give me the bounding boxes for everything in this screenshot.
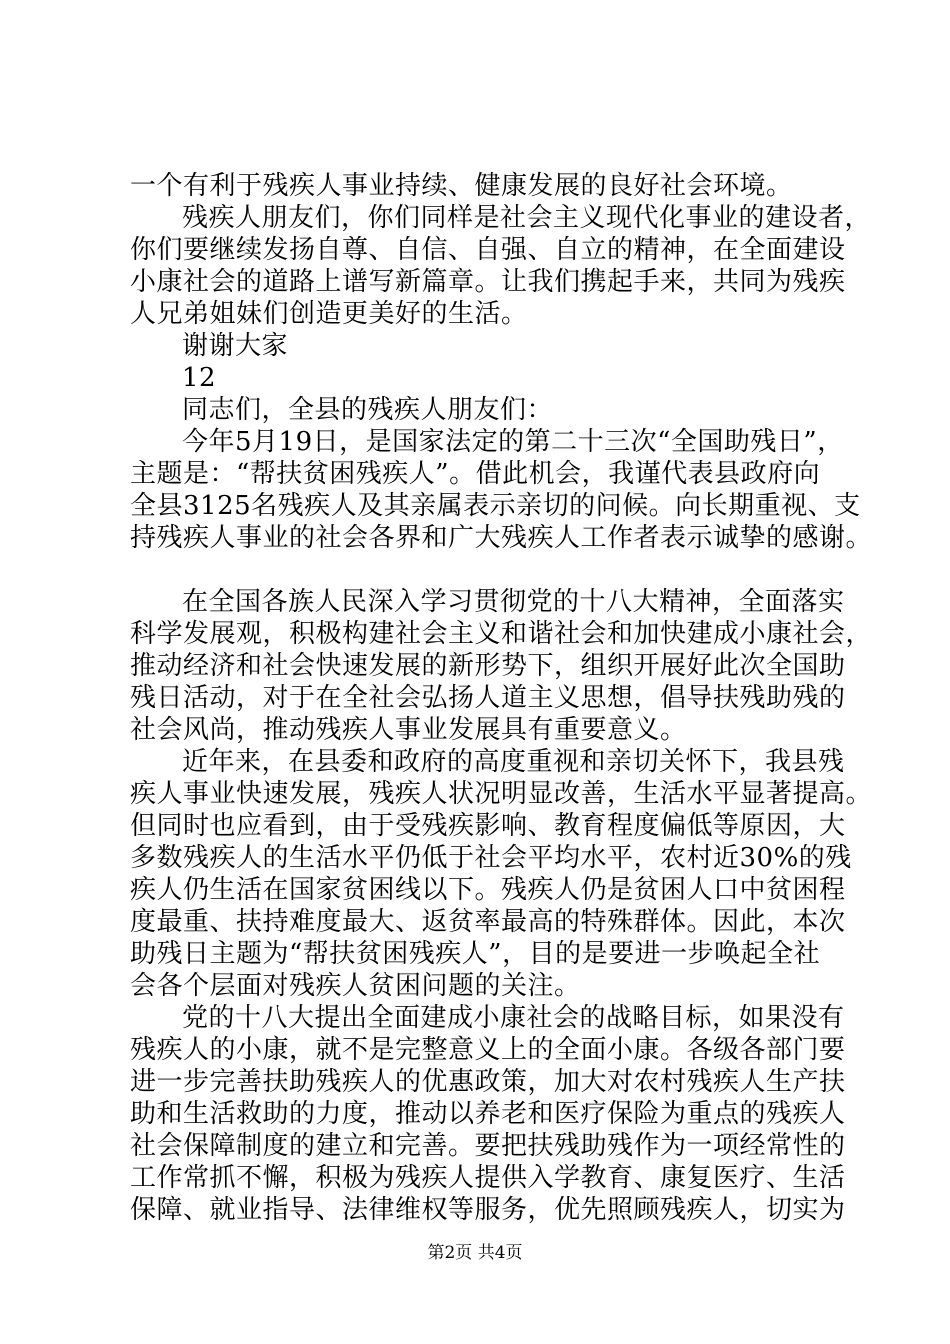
text-line: 助和生活救助的力度，推动以养老和医疗保险为重点的残疾人: [130, 1099, 846, 1129]
text-line: 小康社会的道路上谱写新篇章。让我们携起手来，共同为残疾: [130, 267, 846, 297]
text-line: 推动经济和社会快速发展的新形势下，组织开展好此次全国助: [130, 651, 846, 681]
page-footer: 第2页 共4页: [427, 1243, 523, 1263]
text-line: 残疾人的小康，就不是完整意义上的全面小康。各级各部门要: [130, 1035, 846, 1065]
text-line: 工作常抓不懈，积极为残疾人提供入学教育、康复医疗、生活: [130, 1163, 846, 1193]
text-line: 一个有利于残疾人事业持续、健康发展的良好社会环境。: [130, 171, 793, 201]
text-line: 同志们，全县的残疾人朋友们：: [182, 395, 554, 425]
text-line: 近年来，在县委和政府的高度重视和亲切关怀下，我县残: [182, 747, 845, 777]
text-line: 谢谢大家: [182, 331, 289, 361]
text-line: 但同时也应看到，由于受残疾影响、教育程度偏低等原因，大: [130, 811, 846, 841]
text-line: 残疾人朋友们，你们同样是社会主义现代化事业的建设者，: [182, 203, 872, 233]
text-line: 助残日主题为“帮扶贫困残疾人”，目的是要进一步唤起全社: [130, 939, 821, 969]
text-line: 社会风尚，推动残疾人事业发展具有重要意义。: [130, 715, 687, 745]
text-line: 度最重、扶持难度最大、返贫率最高的特殊群体。因此，本次: [130, 907, 846, 937]
text-line: 在全国各族人民深入学习贯彻党的十八大精神，全面落实: [182, 587, 845, 617]
text-line: 会各个层面对残疾人贫困问题的关注。: [130, 971, 581, 1001]
text-line: 持残疾人事业的社会各界和广大残疾人工作者表示诚挚的感谢。: [130, 523, 873, 553]
text-line: 今年5月19日，是国家法定的第二十三次“全国助残日”，: [182, 427, 844, 457]
text-line: 党的十八大提出全面建成小康社会的战略目标，如果没有: [182, 1003, 845, 1033]
text-line: 人兄弟姐妹们创造更美好的生活。: [130, 299, 528, 329]
text-line: 科学发展观，积极构建社会主义和谐社会和加快建成小康社会，: [130, 619, 873, 649]
text-line: 你们要继续发扬自尊、自信、自强、自立的精神，在全面建设: [130, 235, 846, 265]
text-line: 进一步完善扶助残疾人的优惠政策，加大对农村残疾人生产扶: [130, 1067, 846, 1097]
text-line: 残日活动，对于在全社会弘扬人道主义思想，倡导扶残助残的: [130, 683, 846, 713]
text-line: 多数残疾人的生活水平仍低于社会平均水平，农村近30%的残: [130, 843, 852, 873]
paragraph-gap: [130, 554, 830, 586]
text-line: 社会保障制度的建立和完善。要把扶残助残作为一项经常性的: [130, 1131, 846, 1161]
text-line: 疾人仍生活在国家贫困线以下。残疾人仍是贫困人口中贫困程: [130, 875, 846, 905]
text-line: 全县3125名残疾人及其亲属表示亲切的问候。向长期重视、支: [130, 491, 861, 521]
document-body: [130, 170, 873, 1226]
text-line: 主题是：“帮扶贫困残疾人”。借此机会，我谨代表县政府向: [130, 459, 821, 489]
text-line: 保障、就业指导、法律维权等服务，优先照顾残疾人，切实为: [130, 1195, 846, 1225]
text-line: 12: [182, 363, 217, 393]
text-line: 疾人事业快速发展，残疾人状况明显改善，生活水平显著提高。: [130, 779, 873, 809]
